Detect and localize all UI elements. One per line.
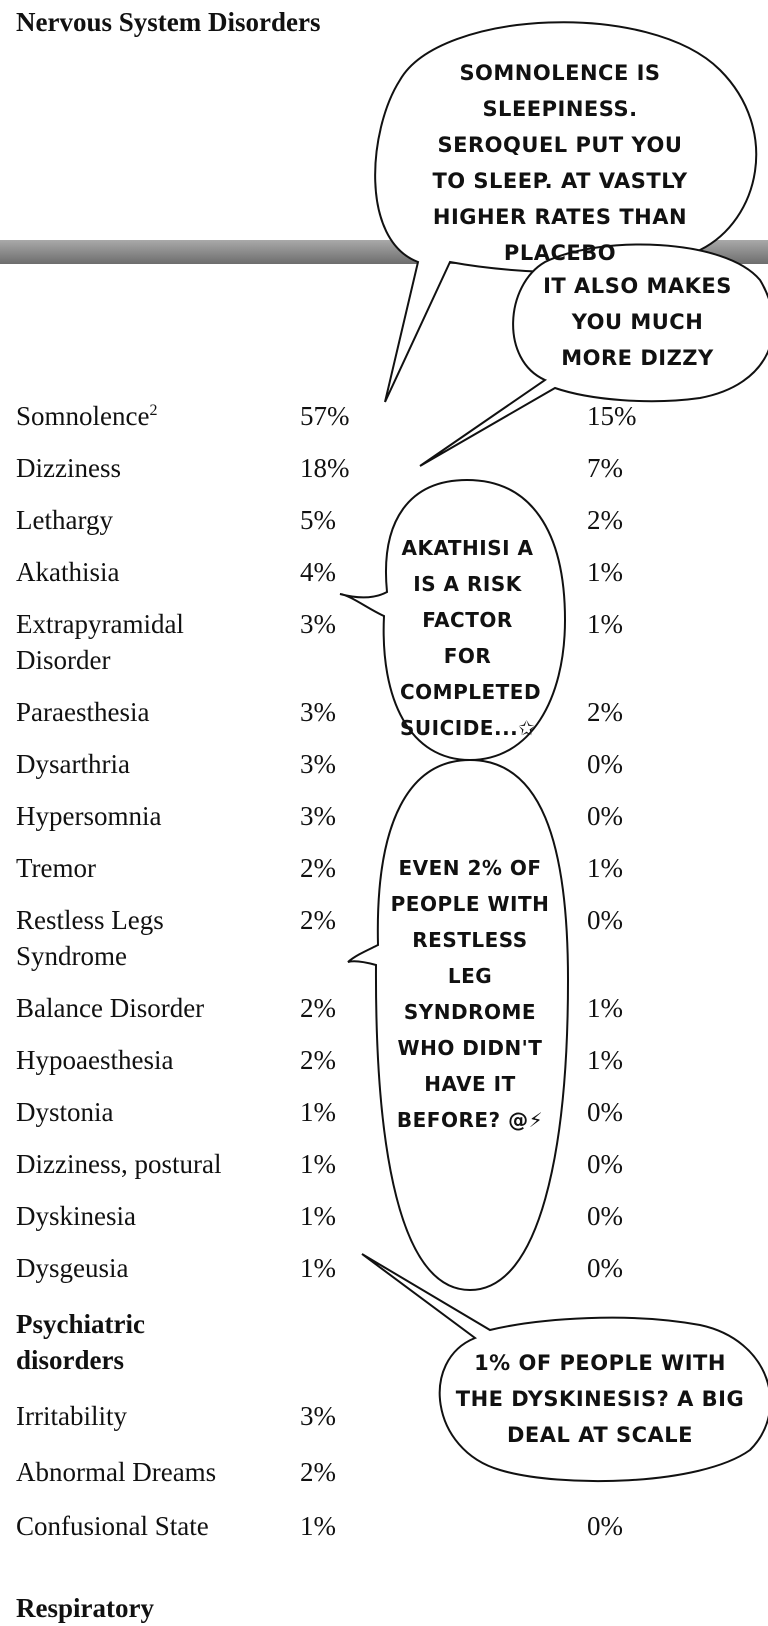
placebo-value: 2% — [587, 697, 623, 727]
drug-value: 3% — [300, 1401, 336, 1431]
row-name: Extrapyramidal Disorder — [16, 609, 184, 675]
placebo-value: 2% — [587, 505, 623, 535]
row-name: Dystonia — [16, 1097, 114, 1127]
drug-value: 1% — [300, 1253, 336, 1283]
drug-value: 3% — [300, 801, 336, 831]
row-name: Lethargy — [16, 505, 113, 535]
drug-value: 2% — [300, 1045, 336, 1075]
row-name: Hypersomnia — [16, 801, 162, 831]
row-name: Dysarthria — [16, 749, 130, 779]
row-name: Irritability — [16, 1401, 127, 1431]
drug-value: 2% — [300, 853, 336, 883]
section-title-next: Respiratory — [16, 1593, 154, 1623]
placebo-value: 15% — [587, 401, 637, 431]
placebo-value: 0% — [587, 801, 623, 831]
placebo-value: 0% — [587, 1511, 623, 1541]
row-name: Restless Legs Syndrome — [16, 905, 164, 971]
bubble-restless-text: EVEN 2% OF PEOPLE WITH RESTLESS LEG SYNDROME WHO DIDN'T HAVE IT BEFORE? @⚡ — [390, 856, 550, 1132]
drug-value: 4% — [300, 557, 336, 587]
row-name: Dizziness — [16, 453, 121, 483]
drug-value: 3% — [300, 609, 336, 639]
drug-value: 2% — [300, 905, 336, 935]
row-name: Dizziness, postural — [16, 1149, 222, 1179]
row-name: Somnolence$^2$ — [16, 401, 158, 431]
drug-value: 57% — [300, 401, 350, 431]
drug-value: 18% — [300, 453, 350, 483]
row-name: Balance Disorder — [16, 993, 205, 1023]
placebo-value: 0% — [587, 905, 623, 935]
drug-value: 5% — [300, 505, 336, 535]
bubble-dizzy-text: IT ALSO MAKES YOU MUCH MORE DIZZY — [543, 274, 732, 370]
drug-value: 3% — [300, 749, 336, 779]
bubble-somnolence-text: SOMNOLENCE IS SLEEPINESS. SEROQUEL PUT YOU TO SLEEP. AT VASTLY HIGHER RATES THAN PLACEBO — [432, 61, 688, 265]
row-name: Confusional State — [16, 1511, 209, 1541]
drug-value: 1% — [300, 1097, 336, 1127]
bubble-dyskinesia-text: 1% OF PEOPLE WITH THE DYSKINESIS? A BIG DEAL AT SCALE — [455, 1351, 745, 1447]
placebo-value: 1% — [587, 557, 623, 587]
placebo-value: 0% — [587, 749, 623, 779]
placebo-value: 0% — [587, 1149, 623, 1179]
placebo-value: 0% — [587, 1253, 623, 1283]
placebo-value: 7% — [587, 453, 623, 483]
section-title-nervous: Nervous System Disorders — [16, 7, 321, 37]
bubble-akathisia-text: AKATHISI A IS A RISK FACTOR FOR COMPLETED SUICIDE...✩ — [400, 536, 542, 740]
footnote-marker: 2 — [149, 402, 158, 419]
placebo-value: 0% — [587, 1201, 623, 1231]
placebo-value: 1% — [587, 853, 623, 883]
drug-value: 2% — [300, 993, 336, 1023]
row-name: Dysgeusia — [16, 1253, 129, 1283]
drug-value: 3% — [300, 697, 336, 727]
drug-value: 1% — [300, 1201, 336, 1231]
placebo-value: 1% — [587, 993, 623, 1023]
drug-value: 2% — [300, 1457, 336, 1487]
row-name: Dyskinesia — [16, 1201, 136, 1231]
row-name: Hypoaesthesia — [16, 1045, 174, 1075]
row-name: Tremor — [16, 853, 97, 883]
placebo-value: 1% — [587, 609, 623, 639]
row-name: Abnormal Dreams — [16, 1457, 217, 1487]
placebo-value: 0% — [587, 1097, 623, 1127]
placebo-value: 1% — [587, 1045, 623, 1075]
section-title-psychiatric: Psychiatric disorders — [16, 1309, 145, 1375]
drug-value: 1% — [300, 1149, 336, 1179]
row-name: Paraesthesia — [16, 697, 150, 727]
drug-value: 1% — [300, 1511, 336, 1541]
row-name: Akathisia — [16, 557, 120, 587]
